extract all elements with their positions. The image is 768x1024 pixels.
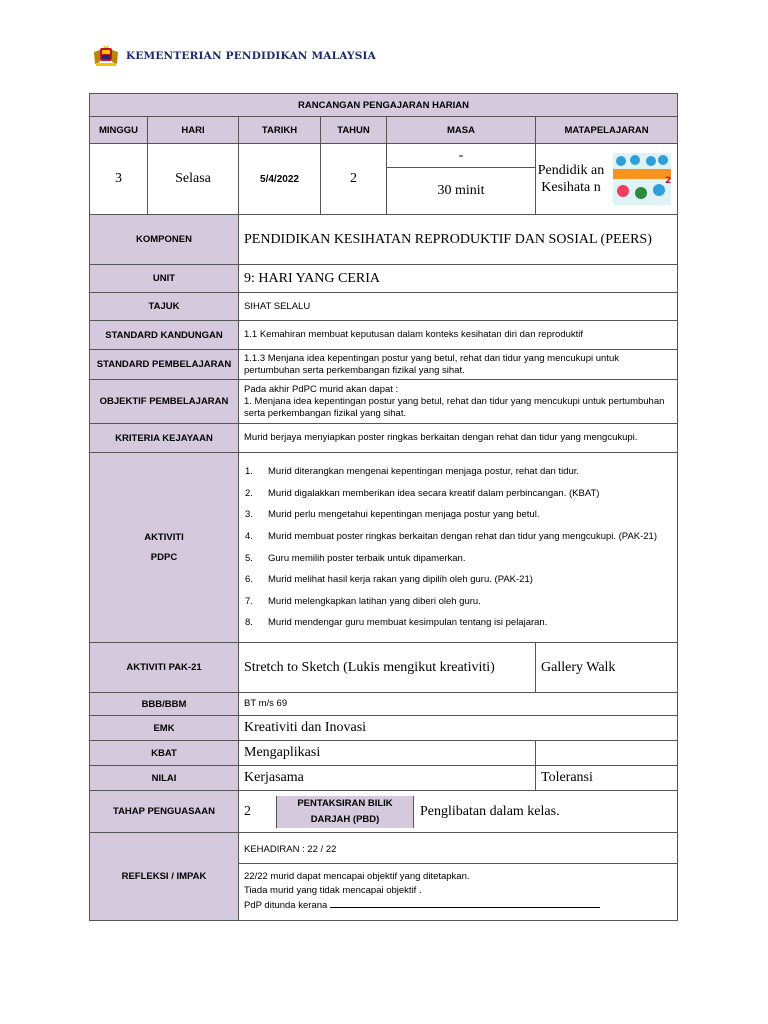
malaysia-crest-icon xyxy=(92,44,120,68)
label-pbd: PENTAKSIRAN BILIK DARJAH (PBD) xyxy=(277,796,414,828)
blank-line xyxy=(330,898,600,908)
refleksi-line-3-text: PdP ditunda kerana xyxy=(244,900,328,911)
header-masa: MASA xyxy=(387,117,536,144)
label-bbb: BBB/BBM xyxy=(90,693,239,716)
value-hari: Selasa xyxy=(148,144,239,215)
label-aktiviti xyxy=(90,453,239,643)
value-tarikh: 5/4/2022 xyxy=(239,144,321,215)
value-tahap: 2 xyxy=(239,796,277,828)
label-pak21: AKTIVITI PAK-21 xyxy=(90,643,239,693)
label-standard-kandungan: STANDARD KANDUNGAN xyxy=(90,321,239,350)
label-kriteria: KRITERIA KEJAYAAN xyxy=(90,424,239,453)
value-masa: 30 minit xyxy=(387,168,536,215)
header-matapelajaran: MATAPELAJARAN xyxy=(536,117,678,144)
activity-item: Murid perlu mengetahui kepentingan menjaga postur yang betul. xyxy=(268,509,540,521)
page-header xyxy=(92,42,376,70)
label-komponen: KOMPONEN xyxy=(90,215,239,265)
value-nilai-a: Kerjasama xyxy=(239,766,536,791)
label-nilai: NILAI xyxy=(90,766,239,791)
lesson-plan-table xyxy=(89,93,678,921)
value-kbat-empty xyxy=(536,741,678,766)
tahap-pbd-cell xyxy=(239,791,678,833)
activity-item: Murid digalakkan memberikan idea secara kreatif dalam perbincangan. (KBAT) xyxy=(268,487,600,499)
value-unit: 9: HARI YANG CERIA xyxy=(239,265,678,293)
header-tahun: TAHUN xyxy=(321,117,387,144)
header-minggu: MINGGU xyxy=(90,117,148,144)
value-kbat: Mengaplikasi xyxy=(239,741,536,766)
refleksi-line-2: Tiada murid yang tidak mencapai objektif . xyxy=(244,885,422,896)
activity-item: Murid mendengar guru membuat kesimpulan tentang isi pelajaran. xyxy=(268,617,548,629)
refleksi-line-1: 22/22 murid dapat mencapai objektif yang ditetapkan. xyxy=(244,871,470,882)
objektif-intro: Pada akhir PdPC murid akan dapat : xyxy=(244,383,399,395)
ministry-name: KEMENTERIAN PENDIDIKAN MALAYSIA xyxy=(126,50,376,62)
kehadiran: KEHADIRAN : 22 / 22 xyxy=(239,840,677,864)
svg-text:2: 2 xyxy=(664,176,671,186)
value-pbd: Penglibatan dalam kelas. xyxy=(420,803,560,819)
label-standard-pembelajaran: STANDARD PEMBELAJARAN xyxy=(90,350,239,380)
label-tajuk: TAJUK xyxy=(90,293,239,321)
value-kriteria: Murid berjaya menyiapkan poster ringkas berkaitan dengan rehat dan tidur yang mengcukupi. xyxy=(239,424,678,453)
refleksi-notes xyxy=(239,864,677,913)
value-subject: Pendidik an Kesihata n xyxy=(537,163,605,195)
value-aktiviti xyxy=(239,453,678,643)
activity-item: Murid melengkapkan latihan yang diberi oleh guru. xyxy=(268,595,481,607)
header-hari: HARI xyxy=(148,117,239,144)
activity-item: Guru memilih poster terbaik untuk dipamerkan. xyxy=(268,552,466,564)
value-objektif xyxy=(239,380,678,424)
value-tajuk: SIHAT SELALU xyxy=(239,293,678,321)
objektif-text: 1. Menjana idea kepentingan postur yang betul, rehat dan tidur yang mencukupi untuk pertumbuhan serta perkembangan fizikal yang sihat. xyxy=(244,395,665,419)
label-kbat: KBAT xyxy=(90,741,239,766)
activity-item: Murid membuat poster ringkas berkaitan dengan rehat dan tidur yang mengcukupi. (PAK-21) xyxy=(268,530,658,542)
value-standard-pembelajaran: 1.1.3 Menjana idea kepentingan postur yang betul, rehat dan tidur yang mencukupi untuk pertumbuhan serta perkembangan fizikal yang sihat. xyxy=(239,350,678,380)
subject-cell xyxy=(536,144,678,215)
header-tarikh: TARIKH xyxy=(239,117,321,144)
value-bbb: BT m/s 69 xyxy=(239,693,678,716)
value-pak21-b: Gallery Walk xyxy=(536,643,678,693)
value-standard-kandungan: 1.1 Kemahiran membuat keputusan dalam konteks kesihatan diri dan reproduktif xyxy=(239,321,678,350)
label-aktiviti-line2: PDPC xyxy=(150,551,178,563)
activity-item: Murid diterangkan mengenai kepentingan menjaga postur, rehat dan tidur. xyxy=(268,466,580,478)
label-unit: UNIT xyxy=(90,265,239,293)
activity-item: Murid melihat hasil kerja rakan yang dipilih oleh guru. (PAK-21) xyxy=(268,574,533,586)
label-aktiviti-line1: AKTIVITI xyxy=(144,531,184,543)
value-nilai-b: Toleransi xyxy=(536,766,678,791)
label-refleksi: REFLEKSI / IMPAK xyxy=(90,833,239,921)
value-refleksi xyxy=(239,833,678,921)
value-tahun: 2 xyxy=(321,144,387,215)
textbook-cover-icon xyxy=(613,153,671,205)
value-emk: Kreativiti dan Inovasi xyxy=(239,716,678,741)
value-pak21-a: Stretch to Sketch (Lukis mengikut kreativiti) xyxy=(239,643,536,693)
refleksi-line-3 xyxy=(244,898,672,913)
value-minggu: 3 xyxy=(90,144,148,215)
value-komponen: PENDIDIKAN KESIHATAN REPRODUKTIF DAN SOSIAL (PEERS) xyxy=(239,215,678,265)
subject-cover-image xyxy=(606,144,677,214)
activity-list xyxy=(244,461,672,634)
label-emk: EMK xyxy=(90,716,239,741)
label-objektif: OBJEKTIF PEMBELAJARAN xyxy=(90,380,239,424)
value-masa-top: - xyxy=(387,144,536,168)
plan-title: RANCANGAN PENGAJARAN HARIAN xyxy=(90,94,678,117)
label-tahap: TAHAP PENGUASAAN xyxy=(90,791,239,833)
